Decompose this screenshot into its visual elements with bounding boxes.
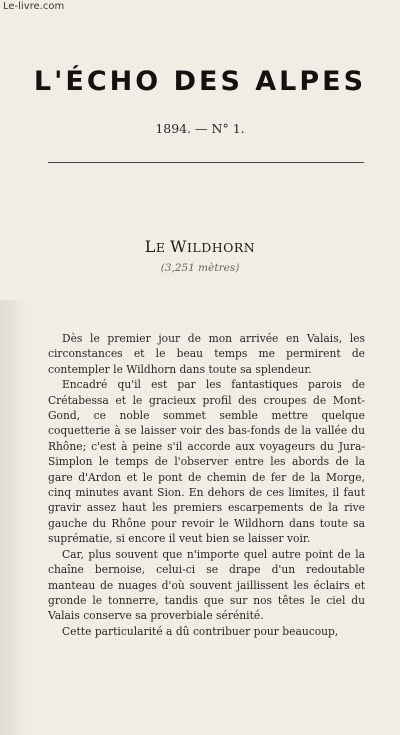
paragraph: Cette particularité a dû contribuer pour beaucoup,: [62, 624, 339, 638]
issue-line: 1894. — N° 1.: [155, 121, 245, 136]
article-altitude: (3,251 mètres): [160, 262, 240, 274]
article-title-part1: E: [155, 240, 170, 255]
article-title-part2: ILDHORN: [186, 240, 256, 255]
article-title: [0, 237, 400, 256]
paragraph: Encadré qu'il est par les fantastiques parois de Crétabessa et le gracieux profil des croupes de Mont-Gond, ce noble sommet semble mettre quelque coquetterie à se laisser voir des bas-fonds de la vallée du Rhône; c'est à peine s'il accorde aux voyageurs du Jura-Simplon le temps de l'observer entre les abords de la gare d'Ardon et le pont de chemin de fer de la Morge, cinq minutes avant Sion. En dehors de ces limites, il faut gravir assez haut les premiers escarpements de la rive gauche du Rhône pour revoir le Wildhorn dans toute sa suprématie, si encore il veut bien se laisser voir.: [48, 378, 365, 546]
paragraph: Dès le premier jour de mon arrivée en Valais, les circonstances et le beau temps me permirent de contempler le Wildhorn dans toute sa splendeur.: [48, 332, 365, 376]
paragraph: Car, plus souvent que n'importe quel autre point de la chaîne bernoise, celui-ci se drape d'un redoutable manteau de nuages d'où souvent jaillissent les éclairs et gronde le tonnerre, tandis que sur nos têtes le ciel du Valais conserve sa proverbiale sérénité.: [48, 547, 365, 623]
page-gutter-shadow: [0, 300, 30, 735]
article-title-initial-w: W: [170, 237, 187, 256]
article-body: [48, 331, 365, 639]
watermark: Le-livre.com: [3, 1, 65, 12]
article-title-initial: L: [144, 237, 156, 256]
separator-rule: [48, 162, 364, 163]
journal-title: L'ÉCHO DES ALPES: [33, 66, 367, 97]
